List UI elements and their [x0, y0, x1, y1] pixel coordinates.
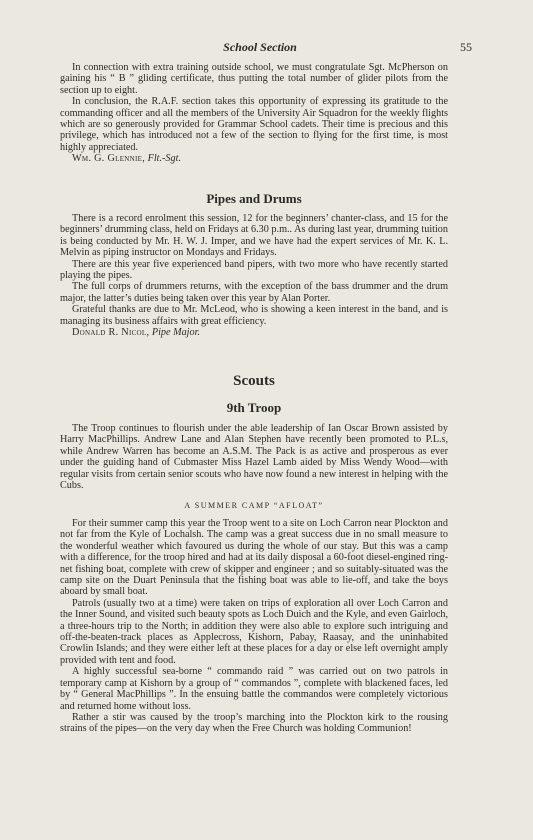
paragraph: The Troop continues to flourish under the able leadership of Ian Oscar Brown assisted by Harry MacPhillips. Andrew Lane and Alan Stephen have recently been promoted to P.L.s, while Andrew Warren has become an A.S.M. The Pack is as active and prosperous as ever under the guiding hand of Cubmaster Miss Hazel Lamb aided by Miss Wendy Wood—with regular visits from certain senior scouts who have now found a new interest in helping with the Cubs. [60, 423, 448, 492]
paragraph: Rather a stir was caused by the troop’s marching into the Plockton kirk to the rousing strains of the pipes—on the very day when the Free Church was holding Communion! [60, 711, 448, 735]
paragraph: In conclusion, the R.A.F. section takes this opportunity of expressing its gratitude to the commanding officer and all the members of the University Air Squadron for the weekly flights which are so generously provided for Grammar School cadets. Their time is precious and this privilege, which has introduced not a few of the section to flying for the first time, is most highly appreciated. [60, 96, 448, 153]
paragraph: A highly successful sea-borne “ commando raid ” was carried out on two patrols in temporary camp at Kishorn by a group of “ commandos ”, complete with blackened faces, led by “ General MacPhillips ”. In the ensuing battle the commandos were completely victorious and returned home without loss. [60, 666, 448, 712]
paragraph: For their summer camp this year the Troop went to a site on Loch Carron near Plockton and not far from the Kyle of Lochalsh. The camp was a great success due in no small measure to the wonderful weather which favoured us during the whole of our stay. But this was a camp with a difference, for the troop hired and had at its daily disposal a 60-foot diesel-engined ring-net fishing boat, complete with crew of skipper and engineer ; and so suitably-situated was the camp site on the Duart Peninsula that the fishing boat was able to lie-off, and take the boys aboard by small boat. [60, 518, 448, 598]
signature-name: Wm. G. Glennie, [72, 153, 146, 165]
signature-rank: Flt.-Sgt. [147, 153, 181, 165]
page-header [60, 40, 472, 56]
paragraph: There is a record enrolment this session, 12 for the beginners’ chanter-class, and 15 for the beginners’ drumming class, held on Fridays at 6.30 p.m.. As during last year, drumming tuition is being conducted by Mr. H. W. J. Imper, and we have had the expert services of Mr. K. L. Melvin as piping instructor on Mondays and Fridays. [60, 213, 448, 259]
subheading-troop: 9th Troop [226, 400, 282, 415]
pipes-section [60, 213, 448, 339]
page-number: 55 [460, 40, 472, 54]
paragraph: Patrols (usually two at a time) were taken on trips of exploration all over Loch Carron and the Inner Sound, and visited such beauty spots as Loch Duich and the Kyle, and even Gairloch, a three-hours trip to the North; in addition they were also able to explore such intriguing and off-the-beaten-track places as Applecross, Kishorn, Pabay, Raasay, and the uninhabited Crowlin Islands; and they were either left at these places for a day or else left overnight amply provided with tent and food. [60, 597, 448, 666]
scouts-section [60, 423, 448, 491]
running-title: School Section [223, 40, 297, 54]
camp-section [60, 518, 448, 735]
section-heading-scouts: Scouts [233, 373, 275, 389]
signature-rank: Pipe Major. [151, 327, 200, 339]
camp-heading-block [60, 500, 448, 511]
section-heading-pipes: Pipes and Drums [206, 191, 302, 206]
signature [60, 153, 448, 165]
paragraph: There are this year five experienced band pipers, with two more who have recently started playing the pipes. [60, 258, 448, 282]
paragraph: Grateful thanks are due to Mr. McLeod, who is showing a keen interest in the band, and is managing its business affairs with great efficiency. [60, 304, 448, 327]
subheading-camp: A SUMMER CAMP “AFLOAT” [184, 501, 324, 510]
pipes-heading-block [60, 193, 448, 204]
paragraph: The full corps of drummers returns, with the exception of the bass drummer and the drum major, the latter’s duties being taken over this year by Alan Porter. [60, 281, 448, 304]
scouts-heading-block [60, 373, 448, 389]
troop-heading-block [60, 402, 448, 413]
signature [60, 327, 448, 339]
signature-name: Donald R. Nicol, [72, 327, 150, 339]
raf-section-continuation [60, 62, 448, 165]
paragraph: In connection with extra training outside school, we must congratulate Sgt. McPherson on gaining his “ B ” gliding certificate, thus putting the total number of glider pilots from the section up to eight. [60, 62, 448, 96]
